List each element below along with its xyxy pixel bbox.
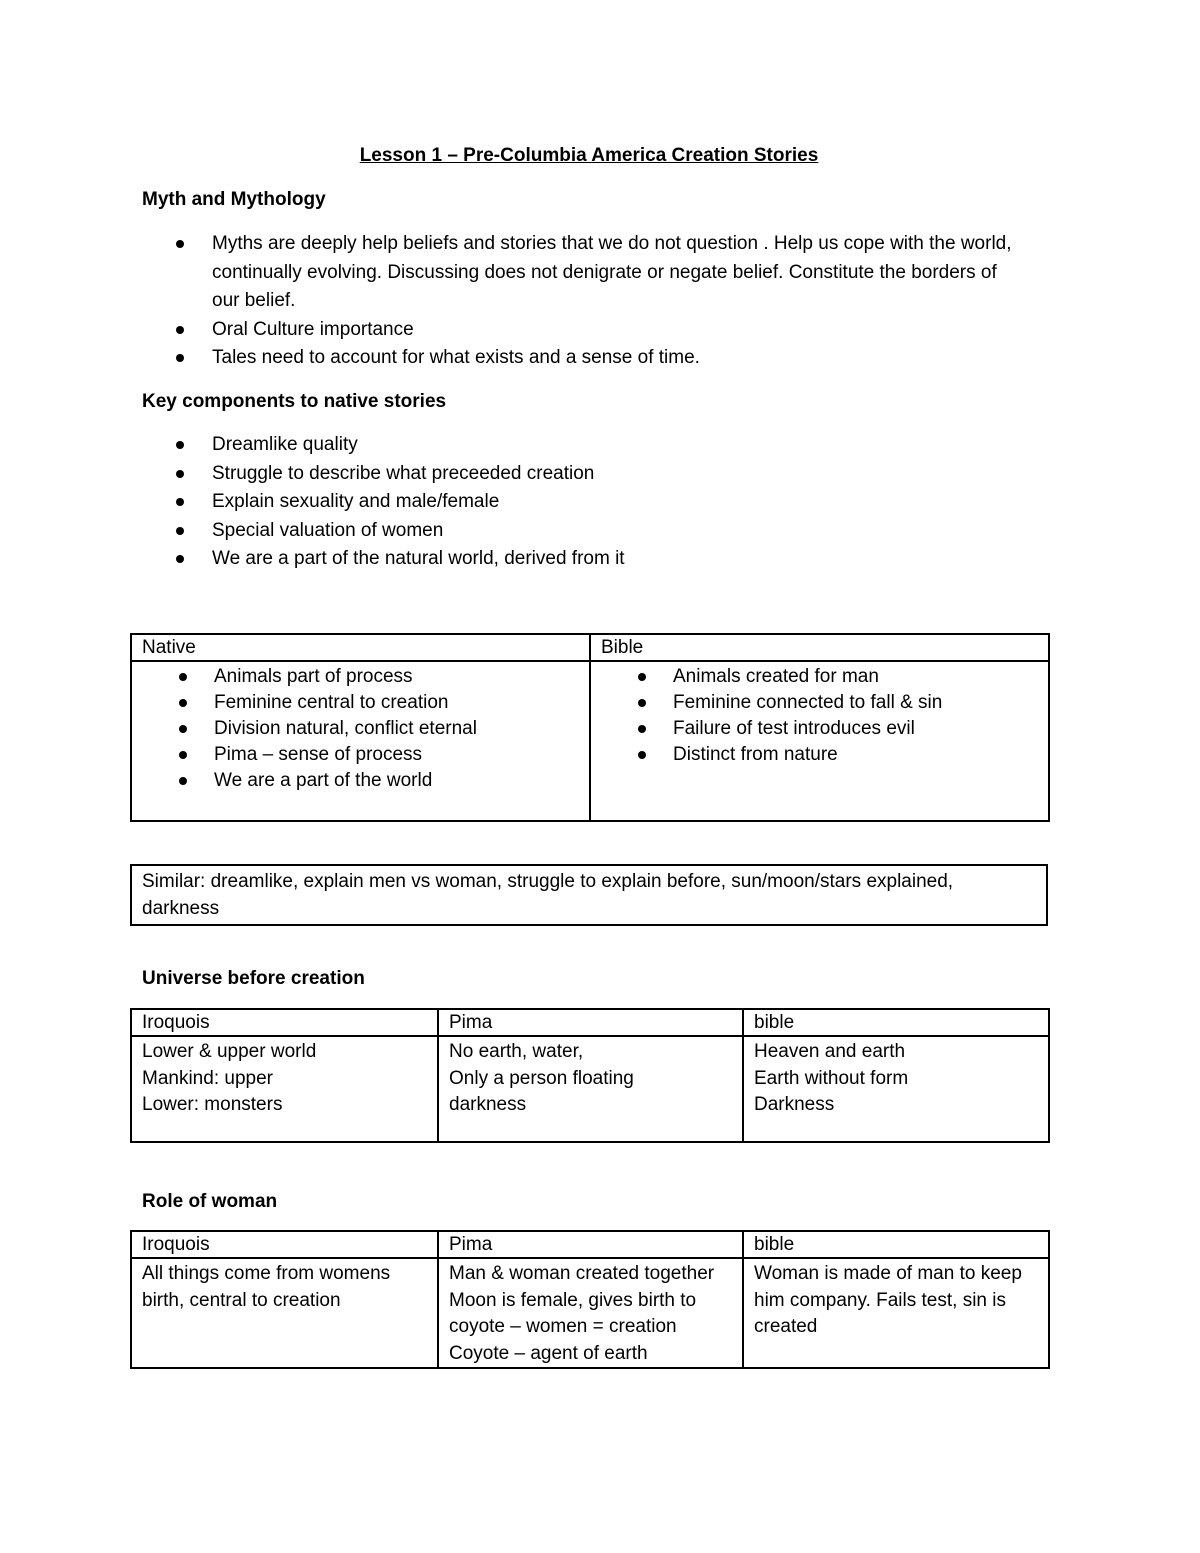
similar-box [130,864,1048,926]
cell-line: Lower & upper world [142,1041,317,1062]
list-item: Dreamlike quality [130,431,1048,460]
table-header-iroquois: Iroquois [131,1231,438,1258]
cell-line: Coyote – agent of earth [449,1342,648,1364]
document-title: Lesson 1 – Pre-Columbia America Creation Stories [359,145,819,166]
iroquois-cell [131,1258,438,1368]
native-cell [131,661,590,821]
list-item: Division natural, conflict eternal [142,716,579,742]
iroquois-cell [131,1036,438,1142]
heading-myth-and-mythology: Myth and Mythology [142,189,326,210]
list-item: Failure of test introduces evil [601,716,1038,742]
list-item: We are a part of the natural world, derived from it [130,545,1048,574]
table-header-pima: Pima [438,1231,743,1258]
cell-line: Heaven and earth [754,1041,906,1062]
cell-line: Only a person floating [449,1067,634,1089]
list-item: We are a part of the world [142,768,579,794]
list-item: Special valuation of women [130,517,1048,546]
universe-table [130,1008,1050,1143]
cell-line: No earth, water, [449,1041,584,1062]
list-item: Explain sexuality and male/female [130,488,1048,517]
list-item-line: Myths are deeply help beliefs and stories that we do not question . Help us cope with the world, [212,233,1012,254]
heading-universe-before-creation: Universe before creation [142,968,365,989]
cell-line: created [754,1316,818,1337]
cell-line: darkness [449,1094,527,1115]
list-item-line: Tales need to account for what exists and a sense of time. [212,347,700,368]
list-item [130,316,1048,345]
bible-cell [743,1036,1049,1142]
list-item: Animals part of process [142,664,579,690]
table-header-pima: Pima [438,1009,743,1036]
similar-line: Similar: dreamlike, explain men vs woman, struggle to explain before, sun/moon/stars explained, [142,871,954,892]
cell-line: All things come from womens [142,1263,391,1284]
table-header-bible: Bible [590,634,1049,661]
bible-cell [590,661,1049,821]
cell-line: him company. Fails test, sin is [754,1289,1007,1311]
list-item [130,230,1048,316]
pima-cell [438,1258,743,1368]
list-item-line: Oral Culture importance [212,318,414,340]
list-item: Feminine connected to fall & sin [601,690,1038,716]
cell-line: birth, central to creation [142,1289,341,1311]
pima-cell [438,1036,743,1142]
table-header-bible: bible [743,1009,1049,1036]
list-item: Pima – sense of process [142,742,579,768]
cell-line: coyote – women = creation [449,1316,677,1337]
myth-bullet-list [130,230,1048,373]
cell-line: Moon is female, gives birth to [449,1289,697,1311]
bible-cell [743,1258,1049,1368]
table-header-bible: bible [743,1231,1049,1258]
cell-line: Woman is made of man to keep [754,1263,1022,1284]
heading-key-components: Key components to native stories [142,391,447,412]
cell-line: Lower: monsters [142,1094,283,1115]
cell-line: Mankind: upper [142,1067,273,1089]
list-item [130,344,1048,373]
list-item: Animals created for man [601,664,1038,690]
table-header-iroquois: Iroquois [131,1009,438,1036]
list-item-line: continually evolving. Discussing does not denigrate or negate belief. Constitute the borders of [212,261,997,283]
list-item-line: our belief. [212,290,296,311]
cell-line: Earth without form [754,1067,909,1089]
role-of-woman-table [130,1230,1050,1369]
cell-line: Darkness [754,1094,835,1115]
list-item: Struggle to describe what preceeded creation [130,460,1048,489]
cell-line: Man & woman created together [449,1263,715,1284]
table-header-native: Native [131,634,590,661]
similar-line: darkness [142,897,220,919]
key-components-list [130,431,1048,574]
heading-role-of-woman: Role of woman [142,1191,278,1212]
list-item: Distinct from nature [601,742,1038,768]
native-bible-table [130,633,1050,822]
list-item: Feminine central to creation [142,690,579,716]
